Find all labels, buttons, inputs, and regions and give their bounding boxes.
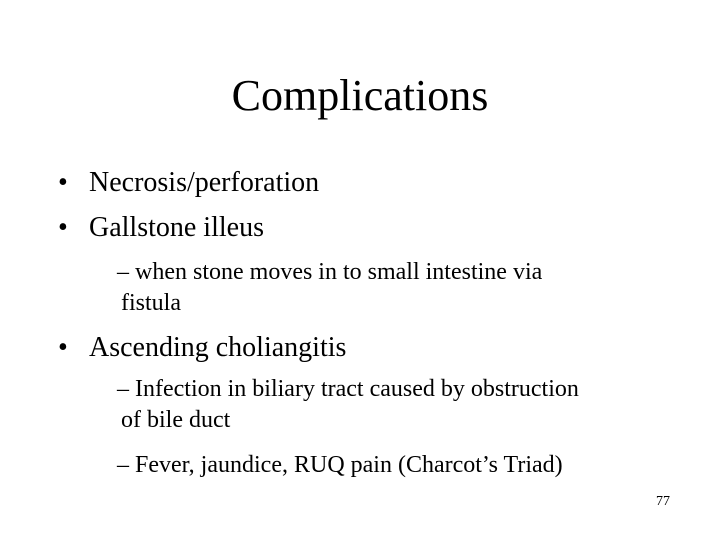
subbullet-continuation: fistula (121, 290, 181, 316)
subbullet-marker: – (117, 376, 129, 402)
subbullet-charcots-triad (117, 450, 563, 481)
subbullet-marker: – (117, 259, 129, 285)
bullet-marker: • (58, 212, 68, 243)
slide-title: Complications (231, 71, 489, 120)
subbullet-infection (117, 374, 579, 436)
page-number: 77 (656, 494, 670, 509)
bullet-text: Gallstone illeus (89, 212, 264, 243)
subbullet-line: when stone moves in to small intestine via (135, 259, 543, 285)
subbullet-marker: – (117, 452, 129, 478)
subbullet-stone-moves (117, 257, 542, 319)
bullet-text: Ascending choliangitis (89, 332, 347, 363)
bullet-marker: • (58, 167, 68, 198)
subbullet-continuation: of bile duct (121, 407, 231, 433)
subbullet-line: Infection in biliary tract caused by obstruction (135, 376, 579, 402)
bullet-text: Necrosis/perforation (89, 167, 320, 198)
bullet-marker: • (58, 332, 68, 363)
subbullet-line: Fever, jaundice, RUQ pain (Charcot’s Triad) (135, 452, 563, 478)
